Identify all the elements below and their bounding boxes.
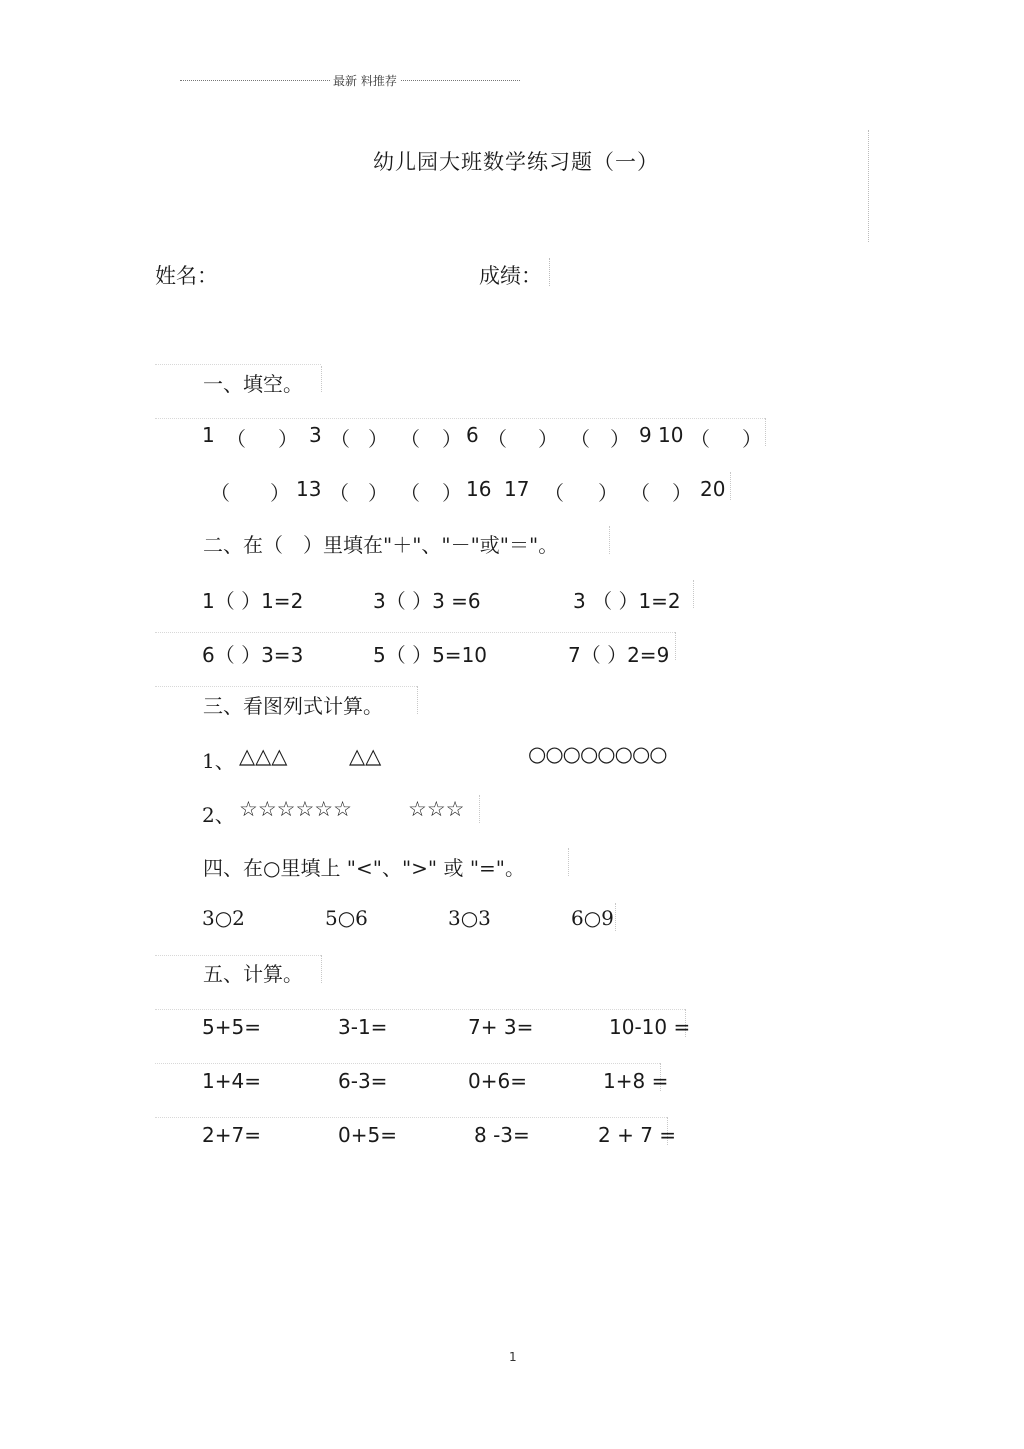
guide-tick (675, 632, 676, 660)
triangle-group: △△△ (239, 744, 288, 768)
seq-item: 13 (296, 477, 322, 501)
seq-item: ） (278, 427, 298, 451)
guide-tick (730, 472, 731, 500)
score-label: 成绩： (479, 264, 542, 288)
seq-item: （ (400, 427, 420, 451)
calc-item: 5+5= (202, 1015, 261, 1039)
star-group: ☆☆☆ (408, 797, 465, 821)
seq-item: （ (226, 427, 246, 451)
guide-tick (479, 795, 480, 823)
seq-item: ） (368, 427, 388, 451)
seq-item: （ (400, 481, 420, 505)
seq-item: 1 (202, 423, 215, 447)
equation-blank: 5（ ）5=10 (373, 643, 488, 667)
guide-line (155, 1009, 685, 1010)
seq-item: （ (570, 427, 590, 451)
guide-line (155, 364, 321, 365)
seq-item: 3 (309, 423, 322, 447)
compare-item: 6○9 (571, 906, 614, 930)
seq-item: ） (442, 481, 462, 505)
seq-item: ） (270, 481, 290, 505)
seq-item: （ (210, 481, 230, 505)
calc-item: 0+5= (338, 1123, 397, 1147)
compare-item: 5○6 (325, 906, 368, 930)
compare-item: 3○2 (202, 906, 245, 930)
calc-item: 1+8 = (603, 1069, 669, 1093)
calc-item: 2+7= (202, 1123, 261, 1147)
triangle-group: △△ (349, 744, 382, 768)
seq-item: ） (610, 427, 630, 451)
seq-item: 16 (466, 477, 492, 501)
page-title: 幼儿园大班数学练习题（一） (373, 150, 659, 174)
section5-heading: 五、计算。 (203, 962, 303, 986)
seq-item: ） (742, 427, 762, 451)
guide-tick (321, 366, 322, 392)
guide-tick (568, 848, 569, 876)
guide-tick (609, 526, 610, 554)
page-number: 1 (509, 1350, 517, 1364)
seq-item: 6 (466, 423, 479, 447)
seq-item: （ (544, 481, 564, 505)
seq-item: ） (598, 481, 618, 505)
equation-blank: 1（ ）1=2 (202, 589, 304, 613)
section4-heading: 四、在○里填上 "<"、">" 或 "="。 (203, 856, 525, 880)
title-margin-rule (868, 130, 869, 242)
name-label: 姓名： (155, 264, 218, 288)
header-text: 最新 料推荐 (330, 72, 400, 89)
guide-tick (765, 418, 766, 446)
calc-item: 10-10 = (609, 1015, 691, 1039)
seq-item: （ (630, 481, 650, 505)
section2-heading: 二、在（ ）里填在"＋"、"－"或"＝"。 (203, 533, 559, 557)
seq-item: 20 (700, 477, 726, 501)
guide-tick (321, 955, 322, 983)
calc-item: 0+6= (468, 1069, 527, 1093)
star-group: ☆☆☆☆☆☆ (239, 797, 352, 821)
item2-label: 2、 (202, 803, 235, 827)
seq-item: 9 (639, 423, 652, 447)
item1-label: 1、 (202, 749, 235, 773)
calc-item: 6-3= (338, 1069, 388, 1093)
seq-item: （ (329, 481, 349, 505)
guide-line (155, 632, 675, 633)
guide-tick (615, 903, 616, 931)
equation-blank: 3 （ ）1=2 (573, 589, 681, 613)
guide-line (155, 686, 417, 687)
equation-blank: 7（ ）2=9 (568, 643, 670, 667)
calc-item: 1+4= (202, 1069, 261, 1093)
guide-line (155, 418, 765, 419)
seq-item: ） (368, 481, 388, 505)
equation-blank: 6（ ）3=3 (202, 643, 304, 667)
section3-heading: 三、看图列式计算。 (203, 694, 383, 718)
guide-line (155, 1063, 660, 1064)
seq-item: 10 (658, 423, 684, 447)
seq-item: （ (330, 427, 350, 451)
seq-item: ） (538, 427, 558, 451)
calc-item: 3-1= (338, 1015, 388, 1039)
section1-heading: 一、填空。 (203, 372, 303, 396)
guide-tick (693, 580, 694, 608)
guide-line (155, 1117, 667, 1118)
circle-group: ○○○○○○○○ (528, 742, 667, 766)
seq-item: 17 (504, 477, 530, 501)
guide-line (155, 955, 321, 956)
guide-tick (417, 686, 418, 714)
calc-item: 8 -3= (474, 1123, 530, 1147)
calc-item: 7+ 3= (468, 1015, 534, 1039)
seq-item: （ (487, 427, 507, 451)
seq-item: ） (672, 481, 692, 505)
seq-item: （ (690, 427, 710, 451)
seq-item: ） (442, 427, 462, 451)
compare-item: 3○3 (448, 906, 491, 930)
score-rule (549, 258, 550, 286)
equation-blank: 3（ ）3 =6 (373, 589, 481, 613)
calc-item: 2 + 7 = (598, 1123, 677, 1147)
